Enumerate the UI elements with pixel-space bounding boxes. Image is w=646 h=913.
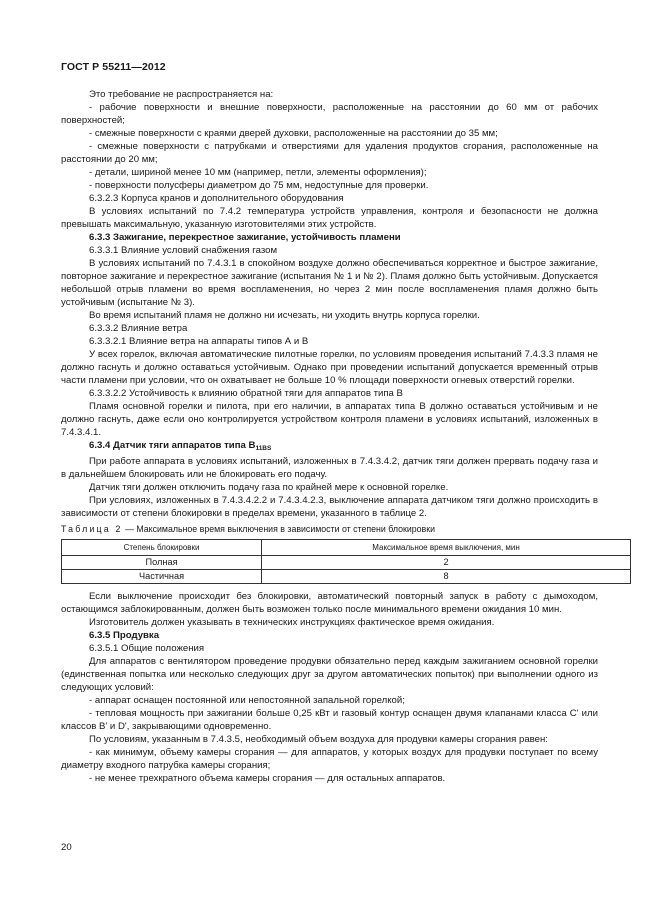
list-item: - поверхности полусферы диаметром до 75 мм, недоступные для проверки. bbox=[89, 180, 429, 191]
table-row bbox=[62, 570, 631, 584]
list-item: - не менее трехкратного объема камеры сгорания — для остальных аппаратов. bbox=[89, 773, 446, 784]
subsection-heading: 6.3.5.1 Общие положения bbox=[89, 643, 205, 654]
paragraph: По условиям, указанным в 7.4.3.5, необходимый объем воздуха для продувки камеры сгорания равен: bbox=[89, 734, 548, 745]
table-header-cell: Максимальное время выключения, мин bbox=[262, 540, 631, 556]
table-cell: Полная bbox=[62, 556, 262, 570]
subsection-heading: 6.3.3.1 Влияние условий снабжения газом bbox=[89, 245, 278, 256]
list-item: - смежные поверхности с патрубками и отверстиями для удаления продуктов сгорания, расположенные на расстоянии до 20 мм; bbox=[61, 141, 598, 165]
blocking-time-table bbox=[61, 539, 631, 584]
page-body bbox=[61, 88, 598, 785]
paragraph: Для аппаратов с вентилятором проведение продувки обязательно перед каждым зажиганием основной горелки (единственная попытка или несколько следующих друг за другом автоматических попыток) при выполнении одного из следующих условий: bbox=[61, 656, 598, 693]
section-heading: 6.3.5 Продувка bbox=[89, 630, 160, 641]
document-header: ГОСТ Р 55211—2012 bbox=[61, 61, 166, 73]
paragraph: Датчик тяги должен отключить подачу газа по крайней мере к основной горелке. bbox=[89, 482, 449, 493]
table-caption-label: Таблица 2 bbox=[61, 524, 123, 534]
list-item: - смежные поверхности с краями дверей духовки, расположенные на расстоянии до 35 мм; bbox=[89, 128, 498, 139]
subsection-heading: 6.3.3.2.2 Устойчивость к влиянию обратной тяги для аппаратов типа В bbox=[89, 388, 403, 399]
table-cell: 8 bbox=[262, 570, 631, 584]
paragraph: В условиях испытаний по 7.4.2 температура устройств управления, контроля и безопасности не должна превышать максимальную, указанную изготовителями этих устройств. bbox=[61, 206, 598, 230]
paragraph: В условиях испытаний по 7.4.3.1 в спокойном воздухе должно обеспечиваться корректное и быстрое зажигание, повторное зажигание и перекрестное зажигание (испытания № 1 и № 2). Пламя должно быть устойчивым. Допускается небольшой отрыв пламени во время воспламенения, но через 2 мин после воспламенения пламя должно быть устойчивым (испытание № 3). bbox=[61, 258, 598, 308]
subsection-heading: 6.3.2.3 Корпуса кранов и дополнительного оборудования bbox=[89, 193, 344, 204]
list-item: - аппарат оснащен постоянной или непостоянной запальной горелкой; bbox=[89, 695, 405, 706]
table-caption-text: — Максимальное время выключения в зависимости от степени блокировки bbox=[122, 524, 435, 534]
page-number: 20 bbox=[61, 842, 72, 853]
paragraph: Это требование не распространяется на: bbox=[89, 89, 274, 100]
list-item: - как минимум, объему камеры сгорания — для аппаратов, у которых воздух для продувки поступает по всему диаметру входного патрубка камеры сгорания; bbox=[61, 747, 598, 771]
section-heading-subscript: 11BS bbox=[255, 445, 272, 452]
section-heading-text: 6.3.4 Датчик тяги аппаратов типа В bbox=[89, 440, 256, 451]
table-caption bbox=[61, 523, 598, 535]
paragraph: При работе аппарата в условиях испытаний, изложенных в 7.4.3.4.2, датчик тяги должен прервать подачу газа и в дальнейшем блокировать или не блокировать его подачу. bbox=[61, 456, 598, 480]
section-heading bbox=[61, 439, 598, 455]
table-cell: 2 bbox=[262, 556, 631, 570]
section-heading: 6.3.3 Зажигание, перекрестное зажигание, устойчивость пламени bbox=[89, 232, 401, 243]
paragraph: Если выключение происходит без блокировки, автоматический повторный запуск в работу с дымоходом, остающимся заблокированным, должен быть возможен только после минимального времени ожидания 10 мин. bbox=[61, 591, 598, 615]
list-item: - тепловая мощность при зажигании больше 0,25 кВт и газовый контур оснащен двумя клапанами класса С' или классов В' и D', закрывающими одновременно. bbox=[61, 708, 598, 732]
paragraph: Во время испытаний пламя не должно ни исчезать, ни уходить внутрь корпуса горелки. bbox=[89, 310, 480, 321]
table-row bbox=[62, 556, 631, 570]
table-header-cell: Степень блокировки bbox=[62, 540, 262, 556]
paragraph: У всех горелок, включая автоматические пилотные горелки, по условиям проведения испытаний 7.4.3.3 пламя не должно гаснуть и должно оставаться устойчивым. Однако при проведении испытаний допускается временный отрыв части пламени при условии, что он охватывает не больше 10 % площади поверхности огневых отверстий горелки. bbox=[61, 349, 598, 386]
subsection-heading: 6.3.3.2.1 Влияние ветра на аппараты типов А и В bbox=[89, 336, 309, 347]
subsection-heading: 6.3.3.2 Влияние ветра bbox=[89, 323, 188, 334]
table-header-row bbox=[62, 540, 631, 556]
list-item: - рабочие поверхности и внешние поверхности, расположенные на расстоянии до 60 мм от рабочих поверхностей; bbox=[61, 102, 598, 126]
paragraph: Пламя основной горелки и пилота, при его наличии, в аппаратах типа В должно оставаться устойчивым и не должно гаснуть, даже если оно контролируется устройством контроля пламени в условиях испытаний, изложенных в 7.4.3.4.1. bbox=[61, 401, 598, 438]
paragraph: Изготовитель должен указывать в технических инструкциях фактическое время ожидания. bbox=[89, 617, 495, 628]
table-cell: Частичная bbox=[62, 570, 262, 584]
list-item: - детали, шириной менее 10 мм (например, петли, элементы оформления); bbox=[89, 167, 427, 178]
paragraph: При условиях, изложенных в 7.4.3.4.2.2 и 7.4.3.4.2.3, выключение аппарата датчиком тяги должно происходить в зависимости от степени блокировки в пределах времени, указанного в таблице 2. bbox=[61, 495, 598, 519]
